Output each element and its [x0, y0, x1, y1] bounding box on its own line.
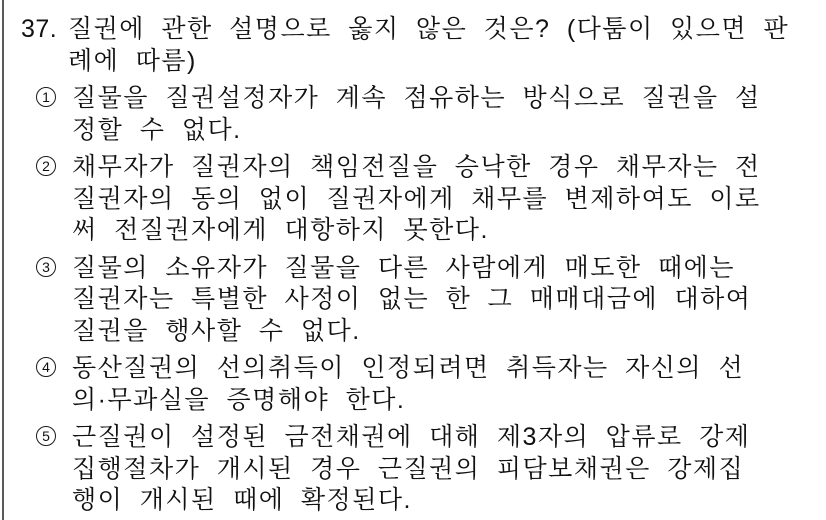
choice-5 [0, 422, 826, 517]
choice-4-circled-number: 4 [36, 357, 56, 377]
question-text-line: 질권에 관한 설명으로 옳지 않은 것은? (다툼이 있으면 판 [68, 15, 790, 43]
question-text-line: 례에 따름) [68, 46, 197, 75]
choice-text-line: 집행절차가 개시된 경우 근질권의 피담보채권은 강제집 [72, 454, 745, 483]
choice-2 [0, 152, 826, 247]
choice-4 [0, 353, 826, 416]
choice-2-circled-number: 2 [36, 156, 56, 176]
choice-5-circled-number: 5 [36, 426, 56, 446]
question-number: 37. [21, 15, 58, 43]
choice-text-line: 정할 수 없다. [72, 115, 242, 144]
choice-text-line: 질물을 질권설정자가 계속 점유하는 방식으로 질권을 설 [72, 84, 761, 112]
choice-1 [0, 83, 826, 146]
choice-text-line: 질권을 행사할 수 없다. [72, 316, 361, 345]
choice-text-line: 채무자가 질권자의 책임전질을 승낙한 경우 채무자는 전 [72, 153, 761, 181]
choice-text-line: 동산질권의 선의취득이 인정되려면 취득자는 자신의 선 [72, 354, 745, 382]
choice-3 [0, 253, 826, 348]
choice-text-line: 써 전질권자에게 대항하지 못한다. [72, 216, 489, 244]
choice-text-line: 행이 개시된 때에 확정된다. [72, 486, 412, 514]
choice-text-line: 질물의 소유자가 질물을 다른 사람에게 매도한 때에는 [72, 253, 735, 282]
choice-3-circled-number: 3 [36, 257, 56, 277]
question-37 [0, 14, 826, 77]
choice-text-line: 의·무과실을 증명해야 한다. [72, 385, 406, 414]
choice-text-line: 질권자는 특별한 사정이 없는 한 그 매매대금에 대하여 [72, 285, 752, 313]
choice-text-line: 근질권이 설정된 금전채권에 대해 제3자의 압류로 강제 [72, 423, 751, 451]
choice-text-line: 질권자의 동의 없이 질권자에게 채무를 변제하여도 이로 [72, 184, 761, 213]
choice-1-circled-number: 1 [36, 87, 56, 107]
